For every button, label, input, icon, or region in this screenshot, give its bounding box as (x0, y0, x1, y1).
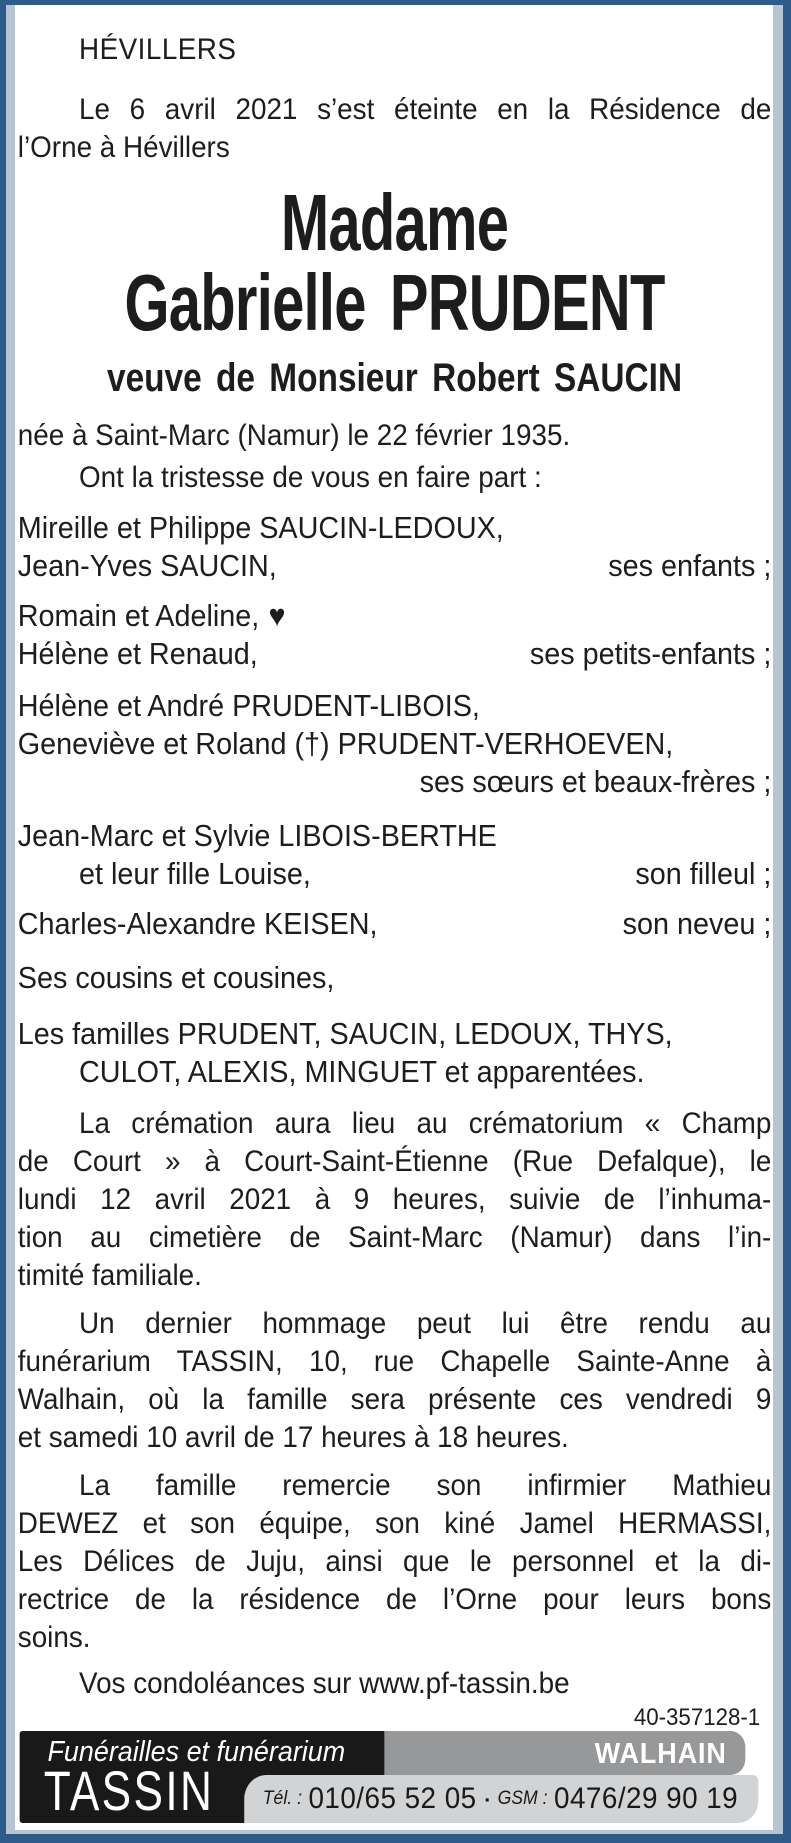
deceased-title (18, 178, 772, 347)
thanks-line: DEWEZ et son équipe, son kiné Jamel HERMASSI, (17, 1507, 772, 1540)
cremation-line: lundi 12 avril 2021 à 9 heures, suivie de l’inhuma- (17, 1183, 772, 1216)
funeral-home-location: WALHAIN (594, 1738, 727, 1770)
obituary-content (15, 5, 771, 1823)
gsm-label: GSM : (497, 1788, 548, 1809)
family-names-text: Romain et Adeline, (17, 598, 260, 633)
family-line (18, 1015, 772, 1053)
deceased-subtitle: veuve de Monsieur Robert SAUCIN (106, 356, 683, 400)
cremation-line: timité familiale. (17, 1259, 202, 1292)
family-line (18, 817, 772, 855)
funeral-home-phone-line (263, 1777, 744, 1821)
family-names: Mireille et Philippe SAUCIN-LEDOUX, (17, 510, 504, 545)
family-line (18, 509, 772, 547)
funeral-home-brand: TASSIN (43, 1759, 215, 1822)
announcement-line: Ont la tristesse de vous en faire part : (79, 461, 542, 494)
family-relation: son filleul ; (635, 856, 772, 891)
family-line (18, 687, 772, 725)
thanks-line: soins. (17, 1621, 91, 1654)
family-line (18, 635, 772, 673)
family-names: Les familles PRUDENT, SAUCIN, LEDOUX, THYS, (17, 1016, 673, 1051)
cremation-line: La crémation aura lieu au crématorium « Champ (79, 1107, 772, 1140)
family-names: Jean-Marc et Sylvie LIBOIS-BERTHE (17, 818, 497, 853)
tribute-paragraph (18, 1305, 772, 1457)
family-relation: son neveu ; (622, 906, 772, 941)
thanks-paragraph (18, 1467, 772, 1657)
family-names: et leur fille Louise, (79, 856, 311, 891)
deceased-name: Gabrielle PRUDENT (124, 258, 665, 347)
cremation-line: de Court » à Court-Saint-Étienne (Rue Defalque), le (17, 1145, 772, 1178)
family-relation: ses petits-enfants ; (529, 636, 772, 671)
family-names: Geneviève et Roland (†) PRUDENT-VERHOEVEN, (17, 726, 674, 761)
heart-icon: ♥ (268, 598, 286, 633)
ad-reference-number: 40-357128-1 (633, 1704, 761, 1731)
thanks-line: rectrice de la résidence de l’Orne pour leurs bons (17, 1583, 772, 1616)
family-line (18, 855, 772, 893)
tribute-line: funérarium TASSIN, 10, rue Chapelle Sainte-Anne à (17, 1345, 772, 1378)
family-line (18, 1053, 772, 1091)
notice-inner-panel (6, 5, 783, 1834)
family-names: Charles-Alexandre KEISEN, (17, 906, 378, 941)
funeral-home-banner (20, 1731, 759, 1823)
condolences-website-link[interactable]: www.pf-tassin.be (359, 1667, 570, 1700)
condolences-line (18, 1665, 772, 1703)
tribute-line: Un dernier hommage peut lui être rendu au (79, 1307, 772, 1340)
funeral-home-tagline: Funérailles et funérarium (47, 1736, 346, 1768)
family-relation: ses sœurs et beaux-frères ; (419, 764, 772, 799)
tribute-line: Walhain, où la famille sera présente ces vendredi 9 (17, 1383, 772, 1416)
family-list (18, 509, 772, 1091)
deceased-title-prefix: Madame (280, 178, 509, 267)
thanks-line: Les Délices de Juju, ainsi que le personnel et la di- (17, 1545, 772, 1578)
intro-paragraph (18, 91, 772, 167)
family-line (18, 547, 772, 585)
family-names: Hélène et André PRUDENT-LIBOIS, (17, 688, 480, 723)
tel-label: Tél. : (262, 1788, 302, 1809)
tribute-line: et samedi 10 avril de 17 heures à 18 heures. (17, 1421, 569, 1454)
family-names: Ses cousins et cousines, (17, 960, 335, 995)
intro-line: Le 6 avril 2021 s’est éteinte en la Résidence de (79, 93, 772, 126)
family-names: Jean-Yves SAUCIN, (17, 548, 277, 583)
condolences-text: Vos condoléances sur (79, 1667, 360, 1700)
family-names: CULOT, ALEXIS, MINGUET et apparentées. (79, 1054, 645, 1089)
intro-line: l’Orne à Hévillers (17, 131, 230, 164)
place-name: HÉVILLERS (79, 33, 237, 66)
thanks-line: La famille remercie son infirmier Mathieu (79, 1469, 772, 1502)
birth-line: née à Saint-Marc (Namur) le 22 février 1935. (17, 419, 571, 452)
cremation-line: tion au cimetière de Saint-Marc (Namur) dans l’in- (17, 1221, 772, 1254)
family-line (18, 959, 772, 997)
tel-number: 010/65 52 05 (308, 1782, 477, 1815)
family-line (18, 763, 772, 801)
family-line (18, 597, 772, 635)
family-names (18, 597, 286, 635)
family-names: Hélène et Renaud, (17, 636, 258, 671)
family-line (18, 905, 772, 943)
family-relation: ses enfants ; (608, 548, 772, 583)
square-separator-icon: ▪ (484, 1791, 490, 1807)
cremation-paragraph (18, 1105, 772, 1295)
family-line (18, 725, 772, 763)
gsm-number: 0476/29 90 19 (554, 1782, 739, 1815)
